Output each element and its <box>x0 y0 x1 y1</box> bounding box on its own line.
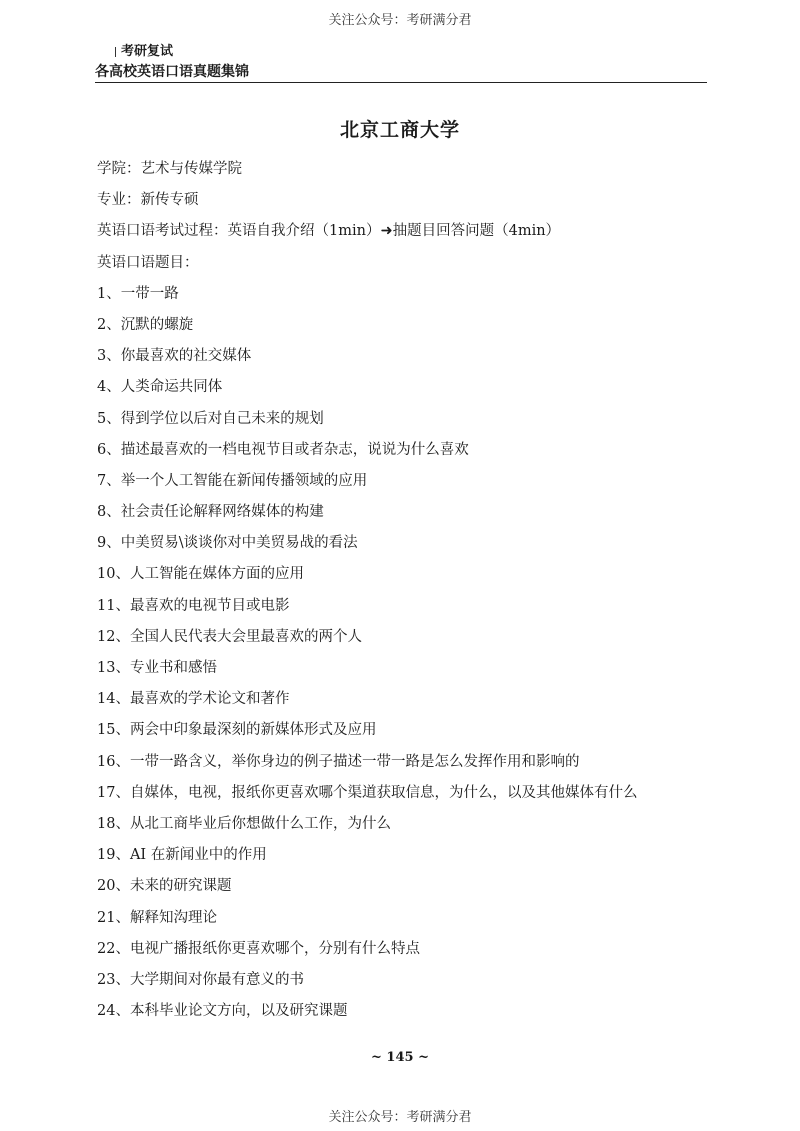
question-item: 11、最喜欢的电视节目或电影 <box>97 597 290 614</box>
page-number: ~ 145 ~ <box>371 1050 429 1065</box>
document-body <box>97 157 717 1030</box>
question-item: 20、未来的研究课题 <box>97 878 232 895</box>
running-header <box>95 44 707 81</box>
question-item: 2、沉默的螺旋 <box>97 316 194 333</box>
question-item: 1、一带一路 <box>97 285 179 302</box>
question-item: 18、从北工商毕业后你想做什么工作，为什么 <box>97 815 391 832</box>
question-item: 3、你最喜欢的社交媒体 <box>97 348 252 365</box>
question-item: 17、自媒体，电视，报纸你更喜欢哪个渠道获取信息，为什么，以及其他媒体有什么 <box>97 784 638 801</box>
question-item: 10、人工智能在媒体方面的应用 <box>97 566 304 583</box>
question-item: 5、得到学位以后对自己未来的规划 <box>97 410 324 427</box>
page-title: 北京工商大学 <box>339 119 460 141</box>
question-item: 16、一带一路含义，举你身边的例子描述一带一路是怎么发挥作用和影响的 <box>97 753 580 770</box>
running-header-line2: 各高校英语口语真题集锦 <box>95 64 249 80</box>
question-list <box>97 282 717 1031</box>
watermark-top: 关注公众号：考研满分君 <box>328 13 472 28</box>
major-line: 专业：新传专硕 <box>97 192 199 209</box>
watermark-bottom: 关注公众号：考研满分君 <box>328 1110 472 1125</box>
question-item: 13、专业书和感悟 <box>97 660 217 676</box>
question-item: 23、大学期间对你最有意义的书 <box>97 971 304 988</box>
question-item: 7、举一个人工智能在新闻传播领域的应用 <box>97 472 368 489</box>
header-tick-mark <box>115 47 116 57</box>
header-rule <box>95 82 707 83</box>
running-header-line1 <box>95 44 707 60</box>
question-item: 12、全国人民代表大会里最喜欢的两个人 <box>97 628 362 645</box>
question-item: 8、社会责任论解释网络媒体的构建 <box>97 504 324 521</box>
question-item: 4、人类命运共同体 <box>97 379 223 396</box>
college-line: 学院：艺术与传媒学院 <box>97 161 242 177</box>
question-item: 15、两会中印象最深刻的新媒体形式及应用 <box>97 722 377 739</box>
question-item: 22、电视广播报纸你更喜欢哪个，分别有什么特点 <box>97 940 420 957</box>
questions-heading: 英语口语题目： <box>97 254 199 271</box>
question-item: 24、本科毕业论文方向，以及研究课题 <box>97 1003 348 1020</box>
question-item: 14、最喜欢的学术论文和著作 <box>97 691 290 708</box>
question-item: 9、中美贸易\谈谈你对中美贸易战的看法 <box>97 535 358 552</box>
question-item: 19、AI 在新闻业中的作用 <box>97 847 267 864</box>
question-item: 6、描述最喜欢的一档电视节目或者杂志，说说为什么喜欢 <box>97 441 469 458</box>
running-header-line1-text: 考研复试 <box>121 44 174 59</box>
question-item: 21、解释知沟理论 <box>97 909 217 926</box>
process-line: 英语口语考试过程：英语自我介绍（1min）➜抽题目回答问题（4min） <box>97 223 561 240</box>
